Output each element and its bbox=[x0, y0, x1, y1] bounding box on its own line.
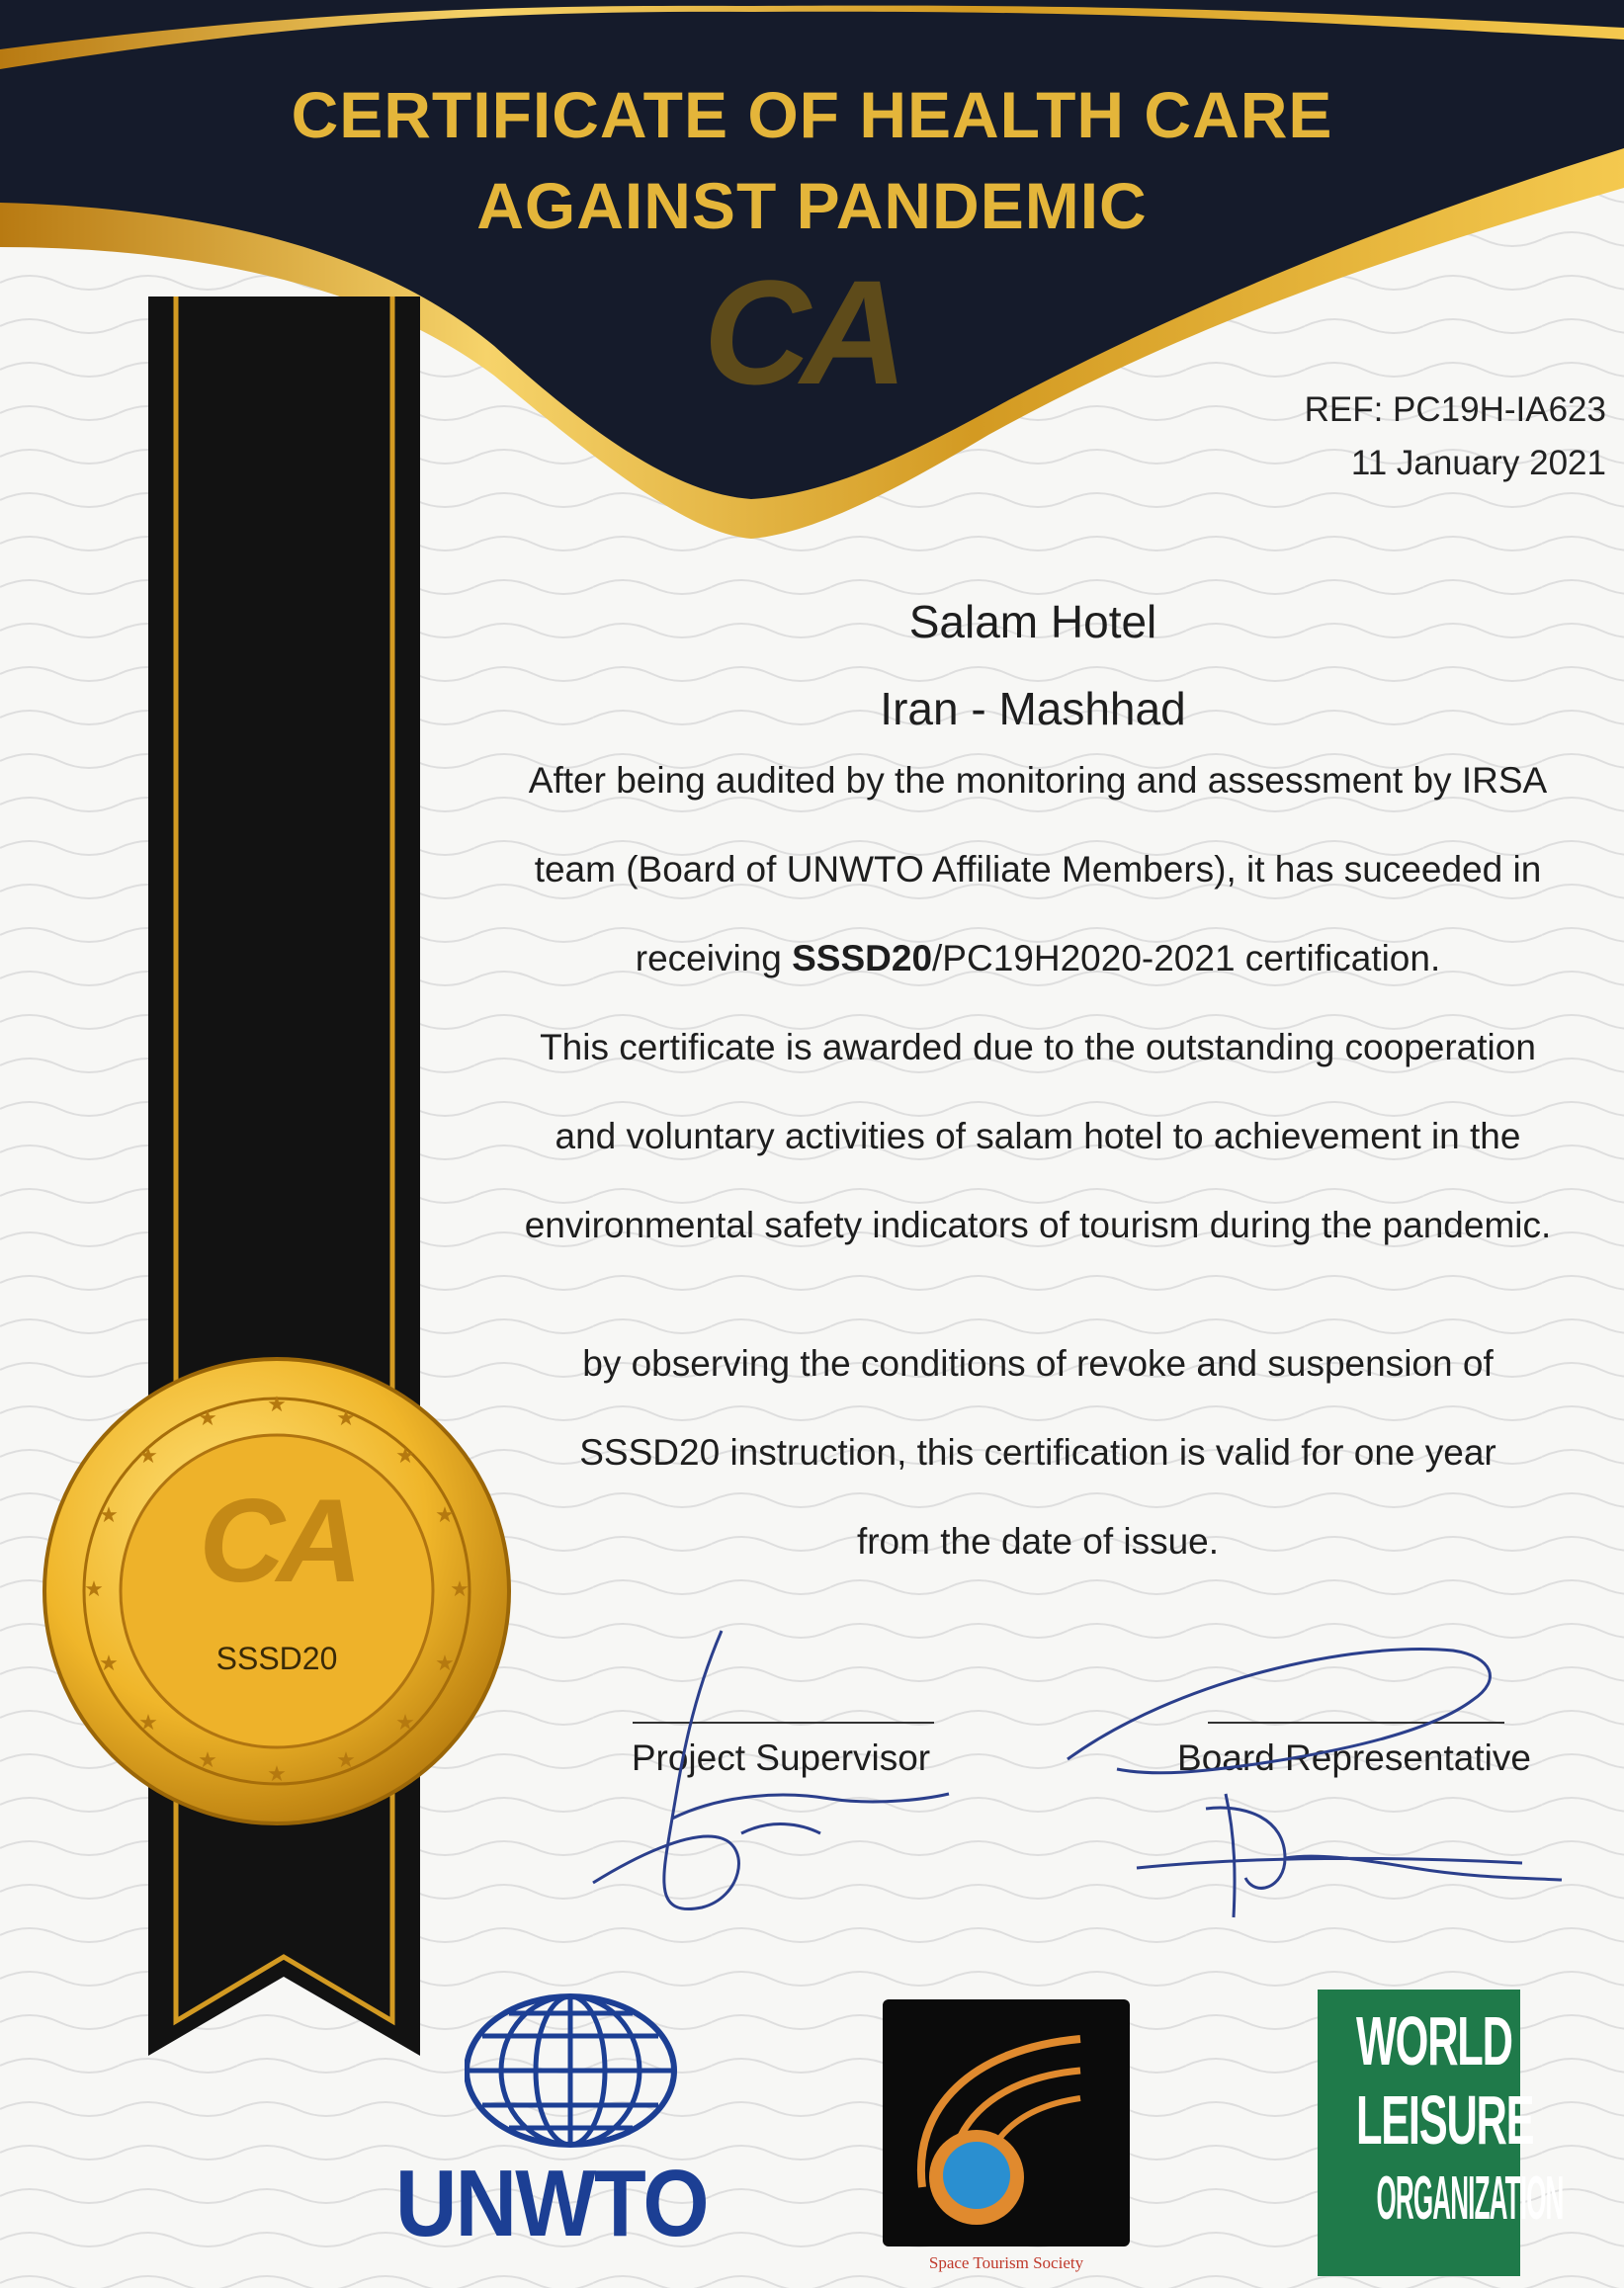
svg-text:★: ★ bbox=[435, 1503, 455, 1528]
svg-text:★: ★ bbox=[198, 1406, 217, 1431]
svg-text:★: ★ bbox=[138, 1711, 158, 1736]
svg-text:★: ★ bbox=[395, 1444, 415, 1469]
hotel-location: Iran - Mashhad bbox=[880, 683, 1186, 734]
svg-text:★: ★ bbox=[435, 1652, 455, 1676]
supervisor-signature bbox=[573, 1621, 988, 1937]
title-line-1: CERTIFICATE OF HEALTH CARE bbox=[291, 78, 1333, 151]
svg-text:★: ★ bbox=[336, 1748, 356, 1773]
body-line-6: environmental safety indicators of tourism during the pandemic. bbox=[524, 1205, 1552, 1245]
seal-emblem: CA bbox=[199, 1475, 355, 1607]
title-line-2: AGAINST PANDEMIC bbox=[476, 169, 1148, 242]
body-line-3-pre: receiving bbox=[635, 938, 793, 978]
recipient bbox=[465, 578, 1601, 752]
reference-block bbox=[1305, 383, 1606, 490]
svg-text:★: ★ bbox=[198, 1748, 217, 1773]
body-line-1: After being audited by the monitoring and assessment by IRSA bbox=[528, 760, 1548, 801]
certificate-title bbox=[0, 69, 1624, 251]
body-line-3-bold: SSSD20 bbox=[792, 938, 933, 978]
svg-text:★: ★ bbox=[99, 1503, 119, 1528]
svg-text:★: ★ bbox=[336, 1406, 356, 1431]
unwto-logo: UNWTO bbox=[395, 2151, 708, 2256]
svg-text:★: ★ bbox=[450, 1577, 470, 1602]
body-line-3 bbox=[465, 914, 1611, 1003]
svg-text:★: ★ bbox=[267, 1762, 287, 1787]
body-line-7: by observing the conditions of revoke and suspension of bbox=[582, 1343, 1494, 1384]
svg-text:★: ★ bbox=[84, 1577, 104, 1602]
body-line-4: This certificate is awarded due to the outstanding cooperation bbox=[540, 1027, 1536, 1067]
certificate-body bbox=[465, 736, 1611, 1270]
unwto-globe-icon bbox=[465, 1991, 677, 2150]
seal-label: SSSD20 bbox=[215, 1641, 338, 1676]
body-line-3-post: /PC19H2020-2021 certification. bbox=[932, 938, 1441, 978]
svg-text:★: ★ bbox=[395, 1711, 415, 1736]
wlo-line-3: ORGANIZATION bbox=[1376, 2164, 1564, 2233]
planet-icon bbox=[883, 1999, 1130, 2246]
reference-code: REF: PC19H-IA623 bbox=[1304, 390, 1606, 429]
space-tourism-society-caption: Space Tourism Society bbox=[928, 2253, 1084, 2272]
issue-date: 11 January 2021 bbox=[1350, 444, 1606, 482]
body-line-8: SSSD20 instruction, this certification is valid for one year bbox=[579, 1432, 1496, 1473]
wlo-line-1: WORLD bbox=[1355, 2002, 1512, 2079]
hotel-name: Salam Hotel bbox=[908, 596, 1157, 647]
body-line-9: from the date of issue. bbox=[856, 1521, 1220, 1562]
space-tourism-society-logo bbox=[883, 1999, 1130, 2246]
header-emblem: CA bbox=[703, 249, 898, 415]
svg-text:★: ★ bbox=[138, 1444, 158, 1469]
world-leisure-organization-logo bbox=[1318, 1990, 1564, 2276]
board-signature bbox=[1058, 1621, 1572, 1957]
body-line-5: and voluntary activities of salam hotel to achievement in the bbox=[555, 1116, 1521, 1156]
svg-text:★: ★ bbox=[267, 1393, 287, 1417]
body-line-2: team (Board of UNWTO Affiliate Members), it has suceeded in bbox=[534, 849, 1542, 890]
wlo-line-2: LEISURE bbox=[1355, 2081, 1534, 2159]
validity-statement bbox=[465, 1319, 1611, 1586]
svg-text:★: ★ bbox=[99, 1652, 119, 1676]
board-representative-label: Board Representative bbox=[1177, 1737, 1531, 1778]
project-supervisor-label: Project Supervisor bbox=[631, 1737, 931, 1778]
